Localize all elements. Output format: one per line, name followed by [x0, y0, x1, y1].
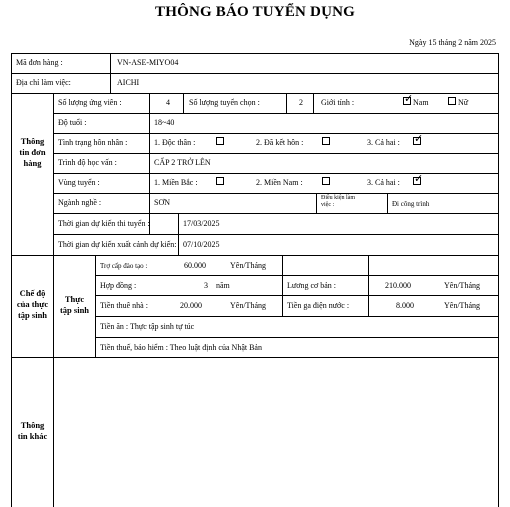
- gender-female-label: Nữ: [458, 98, 469, 107]
- salary-value: 210.000: [385, 281, 411, 290]
- column-divider: [313, 93, 314, 113]
- age-label: Độ tuổi :: [58, 118, 87, 127]
- age-value: 18~40: [154, 118, 175, 127]
- section-other-info: Thông tin khác: [17, 420, 48, 441]
- gender-female-checkbox[interactable]: [448, 97, 456, 105]
- education-label: Trình độ học vấn :: [58, 158, 117, 167]
- section-order-info: Thông tin đơn hàng: [19, 136, 46, 168]
- gender-male-checkbox[interactable]: [403, 97, 411, 105]
- page-title: THÔNG BÁO TUYỂN DỤNG: [155, 4, 355, 20]
- departure-value: 07/10/2025: [183, 240, 220, 249]
- exam-date-label: Thời gian dự kiến thi tuyển :: [58, 219, 150, 228]
- work-place-value: AICHI: [117, 78, 140, 87]
- section-divider: [11, 357, 499, 358]
- candidates-value: 4: [166, 98, 170, 107]
- order-code-label: Mã đơn hàng :: [16, 58, 63, 67]
- gender-male-label: Nam: [413, 98, 429, 107]
- row-divider: [95, 275, 499, 276]
- utilities-label: Tiền ga điện nước :: [287, 301, 350, 310]
- column-divider: [110, 53, 111, 93]
- region-south-checkbox[interactable]: [322, 177, 330, 185]
- conditions-value: Đi công trình: [392, 200, 430, 208]
- marital-option-3: 3. Cả hai :: [367, 138, 400, 147]
- region-option-3: 3. Cả hai :: [367, 178, 400, 187]
- row-divider: [95, 295, 499, 296]
- marital-option-2: 2. Đã kết hôn :: [256, 138, 304, 147]
- sub-label-divider: [95, 255, 96, 357]
- training-allowance-unit: Yên/Tháng: [230, 261, 266, 270]
- training-allowance-label: Trợ cấp đào tạo :: [100, 262, 148, 270]
- utilities-unit: Yên/Tháng: [444, 301, 480, 310]
- notice-date: Ngày 15 tháng 2 năm 2025: [409, 38, 496, 47]
- work-place-label: Địa chỉ làm việc:: [16, 78, 71, 87]
- column-divider: [316, 193, 317, 213]
- contract-value: 3: [204, 281, 208, 290]
- column-divider: [286, 93, 287, 113]
- column-divider: [387, 193, 388, 213]
- selected-value: 2: [299, 98, 303, 107]
- region-north-checkbox[interactable]: [216, 177, 224, 185]
- row-divider: [53, 193, 499, 194]
- marital-option-1: 1. Độc thân :: [154, 138, 196, 147]
- section-intern-policy: Chế độ của thực tập sinh: [16, 288, 49, 320]
- row-divider: [53, 173, 499, 174]
- row-divider: [95, 337, 499, 338]
- row-divider: [53, 113, 499, 114]
- section-intern: Thực tập sinh: [59, 294, 90, 315]
- row-divider: [53, 234, 499, 235]
- conditions-label-line2: việc :: [321, 202, 335, 208]
- column-divider: [282, 255, 283, 316]
- departure-label: Thời gian dự kiến xuất cảnh dự kiến:: [58, 240, 177, 249]
- row-divider: [11, 73, 499, 74]
- row-divider: [53, 153, 499, 154]
- rent-value: 20.000: [180, 301, 202, 310]
- column-divider: [178, 213, 179, 255]
- row-divider: [11, 93, 499, 94]
- conditions-label-line1: Điều kiện làm: [321, 195, 355, 201]
- exam-date-value: 17/03/2025: [183, 219, 220, 228]
- industry-label: Ngành nghề :: [58, 198, 102, 207]
- row-divider: [95, 316, 499, 317]
- marital-single-checkbox[interactable]: [216, 137, 224, 145]
- rent-label: Tiền thuê nhà :: [100, 301, 148, 310]
- contract-unit: năm: [216, 281, 230, 290]
- row-divider: [53, 133, 499, 134]
- order-code-value: VN-ASE-MIYO04: [117, 58, 179, 67]
- column-divider: [149, 93, 150, 234]
- section-divider: [11, 255, 499, 256]
- row-divider: [53, 213, 499, 214]
- meals-note: Tiền ăn : Thực tập sinh tự túc: [100, 322, 195, 331]
- training-allowance-value: 60.000: [184, 261, 206, 270]
- rent-unit: Yên/Tháng: [230, 301, 266, 310]
- salary-unit: Yên/Tháng: [444, 281, 480, 290]
- education-value: CẤP 2 TRỞ LÊN: [154, 158, 211, 167]
- marital-label: Tình trạng hôn nhân :: [58, 138, 128, 147]
- gender-label: Giới tính :: [321, 98, 355, 107]
- region-label: Vùng tuyển :: [58, 178, 100, 187]
- utilities-value: 8.000: [396, 301, 414, 310]
- candidates-label: Số lượng ứng viên :: [58, 98, 122, 107]
- column-divider: [183, 93, 184, 113]
- region-both-checkbox[interactable]: [413, 177, 421, 185]
- contract-label: Hợp đồng :: [100, 281, 137, 290]
- marital-both-checkbox[interactable]: [413, 137, 421, 145]
- region-option-2: 2. Miền Nam :: [256, 178, 303, 187]
- salary-label: Lương cơ bản :: [287, 281, 337, 290]
- selected-label: Số lượng tuyển chọn :: [189, 98, 260, 107]
- marital-married-checkbox[interactable]: [322, 137, 330, 145]
- tax-note: Tiền thuế, bảo hiểm : Theo luật định của Nhật Bản: [100, 343, 262, 352]
- industry-value: SƠN: [154, 198, 171, 207]
- column-divider: [368, 255, 369, 316]
- region-option-1: 1. Miền Bắc :: [154, 178, 198, 187]
